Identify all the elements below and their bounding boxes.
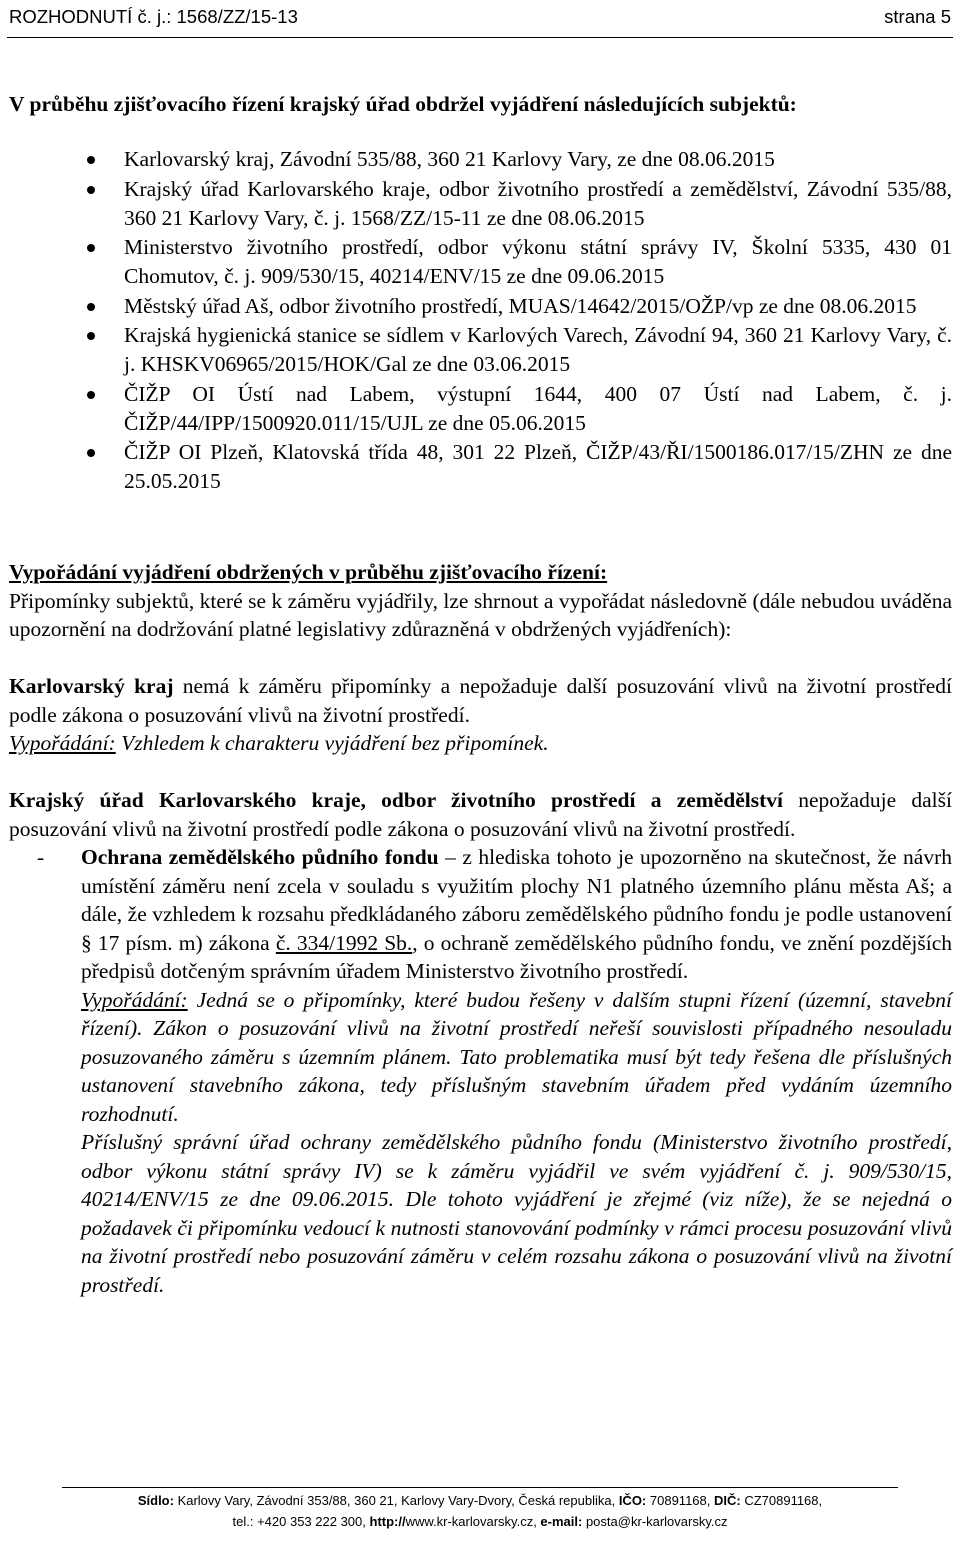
karlovarsky-kraj-paragraph <box>9 672 952 729</box>
footer-divider <box>62 1487 898 1488</box>
subject-statement: nepožaduje další posuzování vlivů na životní prostředí podle zákona o posuzování vlivů na životní prostředí. <box>9 788 952 841</box>
settlement-title: Vypořádání vyjádření obdržených v průběhu zjišťovacího řízení: <box>9 560 608 584</box>
krajsky-urad-settlement <box>9 986 952 1129</box>
settlement-label: Vypořádání: <box>81 987 188 1012</box>
zpf-text-1: – z hlediska tohoto je upozorněno na skutečnost, že návrh umístění záměru není zcela v souladu s využitím plochy N1 platného územního plánu města Aš; a dále, že vzhledem k rozsahu předkládaného záboru zemědělského půdního fondu je podle ustanovení § 17 písm. m) zákona <box>81 845 952 955</box>
krajsky-urad-settlement-2: Příslušný správní úřad ochrany zemědělského půdního fondu (Ministerstvo životního prostředí, odbor výkonu státní správy IV) se k záměru vyjádřil ve svém vyjádření č. j. 909/530/15, 40214/ENV/15 ze dne 09.06.2015. Dle tohoto vyjádření je zřejmé (viz níže), že se nejedná o požadavek či připomínku vedoucí k nutnosti stanovování podmínky v rámci procesu posuzování vlivů na životní prostředí nebo posuzování záměru v celém rozsahu zákona o posuzování vlivů na životní prostředí. <box>81 1130 952 1297</box>
email-link[interactable]: posta@kr-karlovarsky.cz <box>582 1513 728 1529</box>
settlement-response: Vzhledem k charakteru vyjádření bez připomínek. <box>115 731 549 755</box>
page-header <box>9 2 951 32</box>
law-reference: č. 334/1992 Sb. <box>275 930 413 955</box>
zpf-topic: Ochrana zemědělského půdního fondu <box>81 845 439 869</box>
dash-marker: - <box>37 845 45 869</box>
footer-line-1: Sídlo: Karlovy Vary, Závodní 353/88, 360 21, Karlovy Vary-Dvory, Česká republika, IČO: 70891168, DIČ: CZ70891168, <box>137 1493 823 1508</box>
karlovarsky-kraj-settlement <box>9 729 952 758</box>
list-item: Krajská hygienická stanice se sídlem v Karlových Varech, Závodní 94, 360 21 Karlovy Vary, č. j. KHSKV06965/2015/HOK/Gal ze dne 03.06.2015 <box>124 321 952 379</box>
list-item: Ministerstvo životního prostředí, odbor výkonu státní správy IV, Školní 5335, 430 01 Chomutov, č. j. 909/530/15, 40214/ENV/15 ze dne 09.06.2015 <box>124 233 952 291</box>
settlement-intro: Připomínky subjektů, které se k záměru vyjádřily, lze shrnout a vypořádat následovně (dále nebudou uváděna upozornění na dodržování platné legislativy zdůrazněná v obdržených vyjádřeních): <box>9 588 952 641</box>
website-link[interactable]: http:// <box>369 1513 406 1529</box>
decision-reference: ROZHODNUTÍ č. j.: 1568/ZZ/15-13 <box>9 6 298 27</box>
bullet-icon <box>87 244 95 252</box>
subject-statement: nemá k záměru připomínky a nepožaduje další posuzování vlivů na životní prostředí podle zákona o posuzování vlivů na životní prostředí. <box>9 674 952 727</box>
list-item: Karlovarský kraj, Závodní 535/88, 360 21 Karlovy Vary, ze dne 08.06.2015 <box>124 145 952 174</box>
bullet-icon <box>87 186 95 194</box>
zpf-point <box>9 843 952 986</box>
krajsky-urad-paragraph <box>9 786 952 843</box>
footer-line-2: tel.: +420 353 222 300, http://www.kr-karlovarsky.cz, e-mail: posta@kr-karlovarsky.cz <box>232 1513 728 1529</box>
page-footer <box>0 1491 960 1532</box>
zpf-text-2: , o ochraně zemědělského půdního fondu, ve znění pozdějších předpisů dotčeným správním úřadem Ministerstvo životního prostředí. <box>81 930 952 983</box>
list-item: Krajský úřad Karlovarského kraje, odbor životního prostředí a zemědělství, Závodní 535/88, 360 21 Karlovy Vary, č. j. 1568/ZZ/15-11 ze dne 08.06.2015 <box>124 175 952 233</box>
bullet-icon <box>87 391 95 399</box>
subjects-list <box>9 145 952 496</box>
document-body <box>9 90 952 1299</box>
subject-name: Krajský úřad Karlovarského kraje, odbor životního prostředí a zemědělství <box>9 788 783 812</box>
header-divider <box>7 37 953 38</box>
page-number: strana 5 <box>884 6 951 27</box>
settlement-response: Jedná se o připomínky, které budou řešeny v dalším stupni řízení (územní, stavební řízení). Zákon o posuzování vlivů na životní prostředí neřeší souvislosti případného nesouladu posuzovaného záměru s územním plánem. Tato problematika musí být tedy řešena dle příslušných ustanovení stavebního zákona, tedy příslušným stavebním úřadem před vydáním územního rozhodnutí. <box>81 987 952 1126</box>
settlement-label: Vypořádání: <box>9 731 116 755</box>
bullet-icon <box>87 332 95 340</box>
list-item: Městský úřad Aš, odbor životního prostředí, MUAS/14642/2015/OŽP/vp ze dne 08.06.2015 <box>124 292 952 321</box>
list-item: ČIŽP OI Plzeň, Klatovská třída 48, 301 22 Plzeň, ČIŽP/43/ŘI/1500186.017/15/ZHN ze dne 25.05.2015 <box>124 438 952 496</box>
list-item: ČIŽP OI Ústí nad Labem, výstupní 1644, 400 07 Ústí nad Labem, č. j. ČIŽP/44/IPP/1500920.011/15/UJL ze dne 05.06.2015 <box>124 380 952 438</box>
subjects-heading: V průběhu zjišťovacího řízení krajský úřad obdržel vyjádření následujících subjektů: <box>9 92 797 116</box>
bullet-icon <box>87 303 95 311</box>
subject-name: Karlovarský kraj <box>9 674 174 698</box>
bullet-icon <box>87 449 95 457</box>
bullet-icon <box>87 156 95 164</box>
